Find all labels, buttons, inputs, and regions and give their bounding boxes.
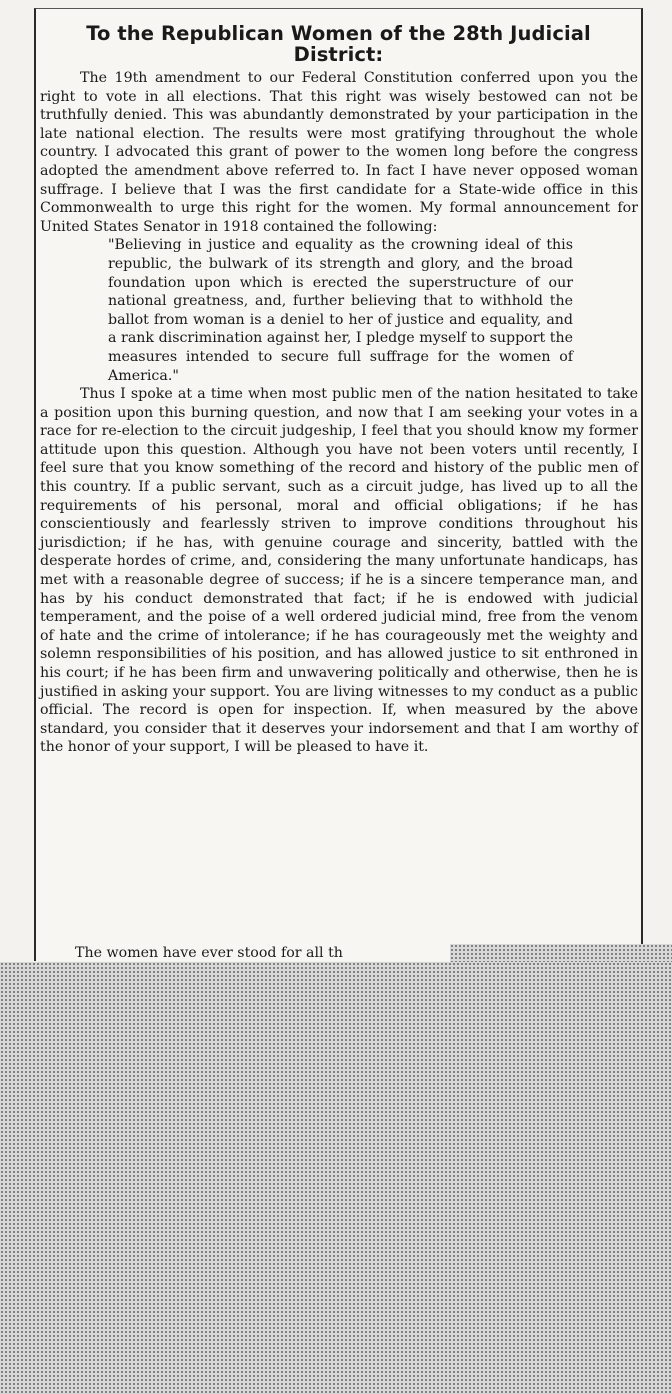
paragraph-2: Thus I spoke at a time when most public men of the nation hesitated to take a position upon this burning question, and now that I am seeking your votes in a race for re-election to the circuit judgeship, I feel that you should know my former attitude upon this question. Although you have not been voters until recently, I feel sure that you know something of the record and history of the public men of this country. If a public servant, such as a circuit judge, has lived up to all the requirements of his personal, moral and official obligations; if he has conscientiously and fearlessly striven to improve conditions throughout his jurisdiction; if he has, with genuine courage and sincerity, battled with the desperate hordes of crime, and, considering the many unfortunate handicaps, has met with a reasonable degree of success; if he is a sincere temperance man, and has by his conduct demonstrated that fact; if he is endowed with judicial temperament, and the poise of a well ordered judicial mind, free from the venom of hate and the crime of intolerance; if he has courageously met the weighty and solemn responsibilities of his position, and has allowed justice to sit enthroned in his court; if he has been firm and unwavering politically and otherwise, then he is justified in asking your support. You are living witnesses to my conduct as a public official. The record is open for inspection. If, when measured by the above standard, you consider that it deserves your indorsement and that I am worthy of the honor of your support, I will be pleased to have it.	[40, 386, 638, 756]
block-quote: "Believing in justice and equality as the crowning ideal of this republic, the bulwark of its strength and glory, and the broad foundation upon which is erected the superstructure of our national greatness, and, further believing that to withhold the ballot from woman is a deniel to her of justice and equality, and a rank discrimination against her, I pledge myself to support the measures intended to secure full suffrage for the women of America."	[108, 237, 573, 384]
newspaper-clipping	[34, 8, 643, 961]
redacted-area	[0, 962, 672, 1394]
article-title: To the Republican Women of the 28th Judicial District:	[86, 22, 591, 66]
article-body	[40, 69, 638, 236]
paragraph-3-partial: The women have ever stood for all th	[75, 945, 343, 961]
article-body-continued	[40, 385, 638, 757]
paragraph-1: The 19th amendment to our Federal Constitution conferred upon you the right to vote in all elections. That this right was wisely bestowed can not be truthfully denied. This was abundantly demonstrated by your participation in the late national election. The results were most gratifying throughout the whole country. I advocated this grant of power to the women long before the congress adopted the amendment above referred to. In fact I have never opposed woman suffrage. I believe that I was the first candidate for a State-wide office in this Commonwealth to urge this right for the women. My formal announcement for United States Senator in 1918 contained the following:	[40, 70, 638, 235]
